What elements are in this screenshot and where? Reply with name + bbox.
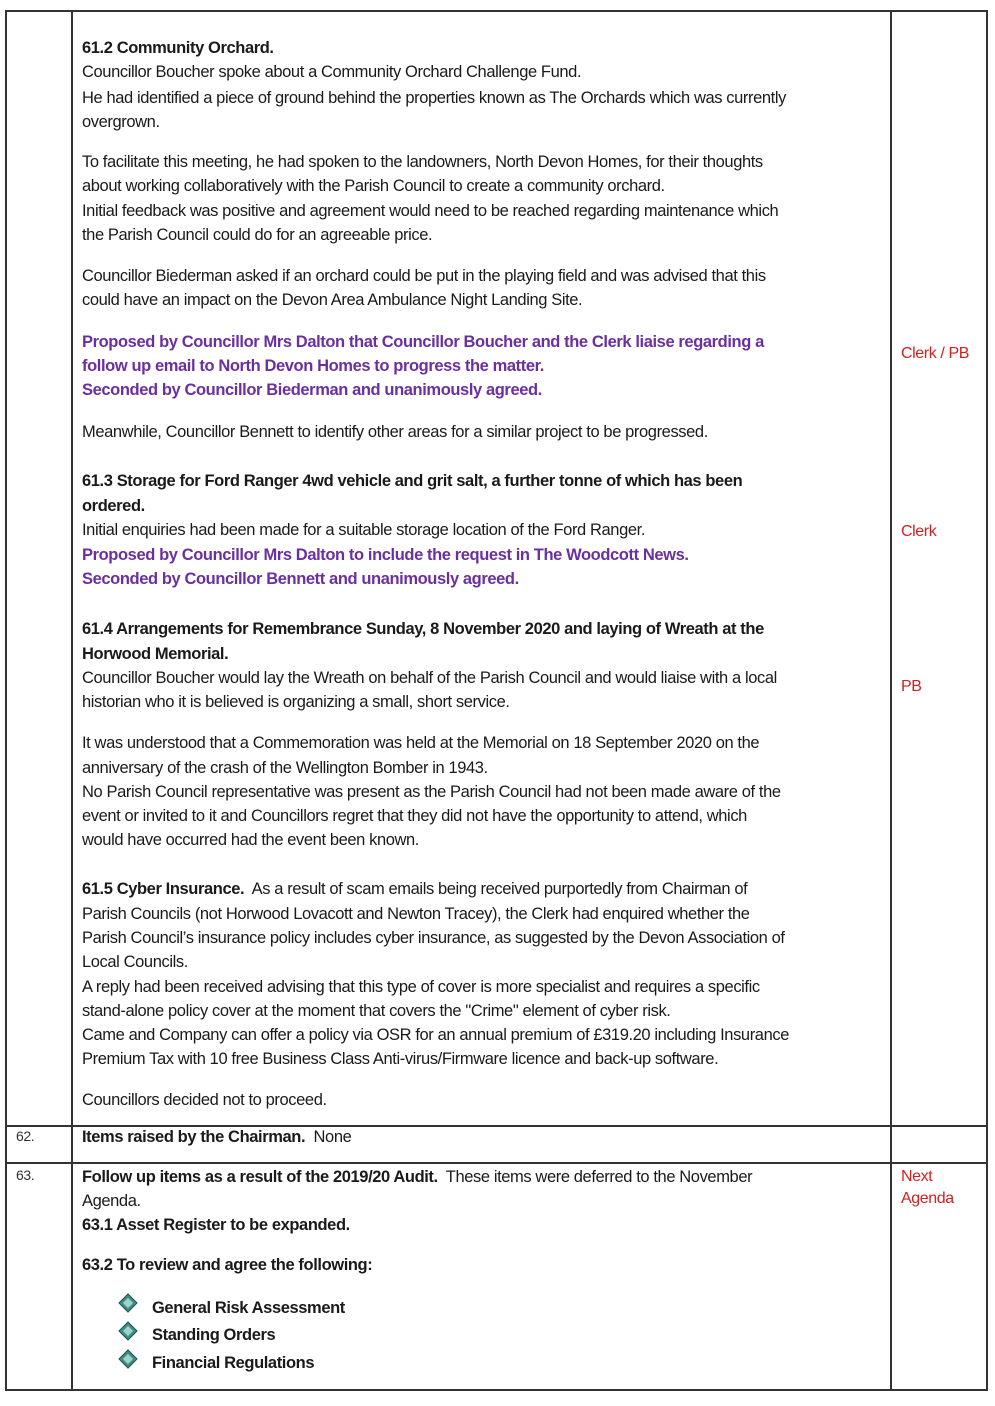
column-divider-right — [890, 12, 892, 1389]
motion-text: Proposed by Councillor Mrs Dalton to include the request in The Woodcott News. — [82, 546, 689, 564]
section-61-3-heading: ordered. — [82, 497, 145, 515]
bullet-item: Standing Orders — [152, 1326, 276, 1344]
section-61-4-text: historian who it is believed is organizing a small, short service. — [82, 693, 510, 711]
section-61-2-text: Meanwhile, Councillor Bennett to identify other areas for a similar project to be progressed. — [82, 423, 708, 441]
section-61-4-text: would have occurred had the event been known. — [82, 831, 419, 849]
section-61-5-heading: 61.5 Cyber Insurance. — [82, 880, 245, 898]
section-61-5-text: As a result of scam emails being received purportedly from Chairman of — [244, 880, 748, 898]
bullet-item: Financial Regulations — [152, 1354, 315, 1372]
action-owner: Clerk / PB — [901, 345, 970, 362]
section-61-5-text: Parish Council’s insurance policy includes cyber insurance, as suggested by the Devon Association of — [82, 929, 785, 947]
section-61-2-text: Councillor Boucher spoke about a Community Orchard Challenge Fund. — [82, 63, 582, 81]
section-61-2-text: about working collaboratively with the Parish Council to create a community orchard. — [82, 177, 665, 195]
item-63-text: These items were deferred to the November — [437, 1168, 753, 1186]
motion-text: Seconded by Councillor Bennett and unanimously agreed. — [82, 570, 519, 588]
item-62-text: None — [305, 1128, 352, 1146]
section-61-4-text: event or invited to it and Councillors regret that they did not have the opportunity to attend, which — [82, 807, 747, 825]
item-number: 62. — [16, 1128, 35, 1144]
item-63-heading: Follow up items as a result of the 2019/20 Audit. — [82, 1168, 438, 1186]
section-61-4-text: anniversary of the crash of the Wellington Bomber in 1943. — [82, 759, 488, 777]
section-61-2-text: He had identified a piece of ground behind the properties known as The Orchards which was currently — [82, 89, 786, 107]
section-61-2-text: Councillor Biederman asked if an orchard could be put in the playing field and was advised that this — [82, 267, 766, 285]
action-owner: Next — [901, 1168, 933, 1185]
section-61-5-text: stand-alone policy cover at the moment that covers the "Crime" element of cyber risk. — [82, 1002, 671, 1020]
action-owner: PB — [901, 678, 922, 695]
item-number: 63. — [16, 1167, 35, 1183]
section-61-4-text: Councillor Boucher would lay the Wreath on behalf of the Parish Council and would liaise with a local — [82, 669, 777, 687]
action-owner: Clerk — [901, 523, 937, 540]
column-divider-left — [71, 12, 73, 1389]
section-61-2-text: overgrown. — [82, 113, 160, 131]
section-61-3-text: Initial enquiries had been made for a suitable storage location of the Ford Ranger. — [82, 521, 646, 539]
section-61-2-text: could have an impact on the Devon Area Ambulance Night Landing Site. — [82, 291, 583, 309]
motion-text: follow up email to North Devon Homes to progress the matter. — [82, 357, 544, 375]
item-62-heading: Items raised by the Chairman. — [82, 1128, 306, 1146]
section-61-2-text: the Parish Council could do for an agreeable price. — [82, 226, 433, 244]
row-divider-63 — [7, 1162, 986, 1164]
section-61-2-text: Initial feedback was positive and agreement would need to be reached regarding maintenance which — [82, 202, 779, 220]
motion-text: Seconded by Councillor Biederman and unanimously agreed. — [82, 381, 542, 399]
action-owner: Agenda — [901, 1190, 954, 1207]
diamond-bullet-icon — [118, 1349, 138, 1369]
section-61-2-text: To facilitate this meeting, he had spoken to the landowners, North Devon Homes, for their thoughts — [82, 153, 763, 171]
bullet-item: General Risk Assessment — [152, 1299, 345, 1317]
diamond-bullet-icon — [118, 1293, 138, 1313]
item-63-line — [82, 1165, 752, 1189]
motion-text: Proposed by Councillor Mrs Dalton that Councillor Boucher and the Clerk liaise regarding a — [82, 333, 764, 351]
section-63-2-heading: 63.2 To review and agree the following: — [82, 1256, 373, 1274]
section-61-5-first-line — [82, 877, 747, 901]
section-61-4-text: No Parish Council representative was present as the Parish Council had not been made aware of the — [82, 783, 781, 801]
section-61-4-text: It was understood that a Commemoration was held at the Memorial on 18 September 2020 on the — [82, 734, 760, 752]
section-61-4-heading: 61.4 Arrangements for Remembrance Sunday, 8 November 2020 and laying of Wreath at the — [82, 620, 764, 638]
item-63-text: Agenda. — [82, 1192, 141, 1210]
item-62-line — [82, 1125, 351, 1149]
section-61-5-text: Councillors decided not to proceed. — [82, 1091, 327, 1109]
section-61-5-text: A reply had been received advising that this type of cover is more specialist and requires a specific — [82, 978, 760, 996]
section-61-5-text: Premium Tax with 10 free Business Class Anti-virus/Firmware licence and back-up software. — [82, 1050, 719, 1068]
section-61-5-text: Local Councils. — [82, 953, 188, 971]
section-61-2-heading: 61.2 Community Orchard. — [82, 39, 274, 57]
section-61-5-text: Came and Company can offer a policy via OSR for an annual premium of £319.20 including Insurance — [82, 1026, 789, 1044]
section-61-4-heading: Horwood Memorial. — [82, 645, 229, 663]
section-63-1-heading: 63.1 Asset Register to be expanded. — [82, 1216, 350, 1234]
section-61-5-text: Parish Councils (not Horwood Lovacott and Newton Tracey), the Clerk had enquired whether the — [82, 905, 750, 923]
diamond-bullet-icon — [118, 1321, 138, 1341]
section-61-3-heading: 61.3 Storage for Ford Ranger 4wd vehicle and grit salt, a further tonne of which has been — [82, 472, 743, 490]
